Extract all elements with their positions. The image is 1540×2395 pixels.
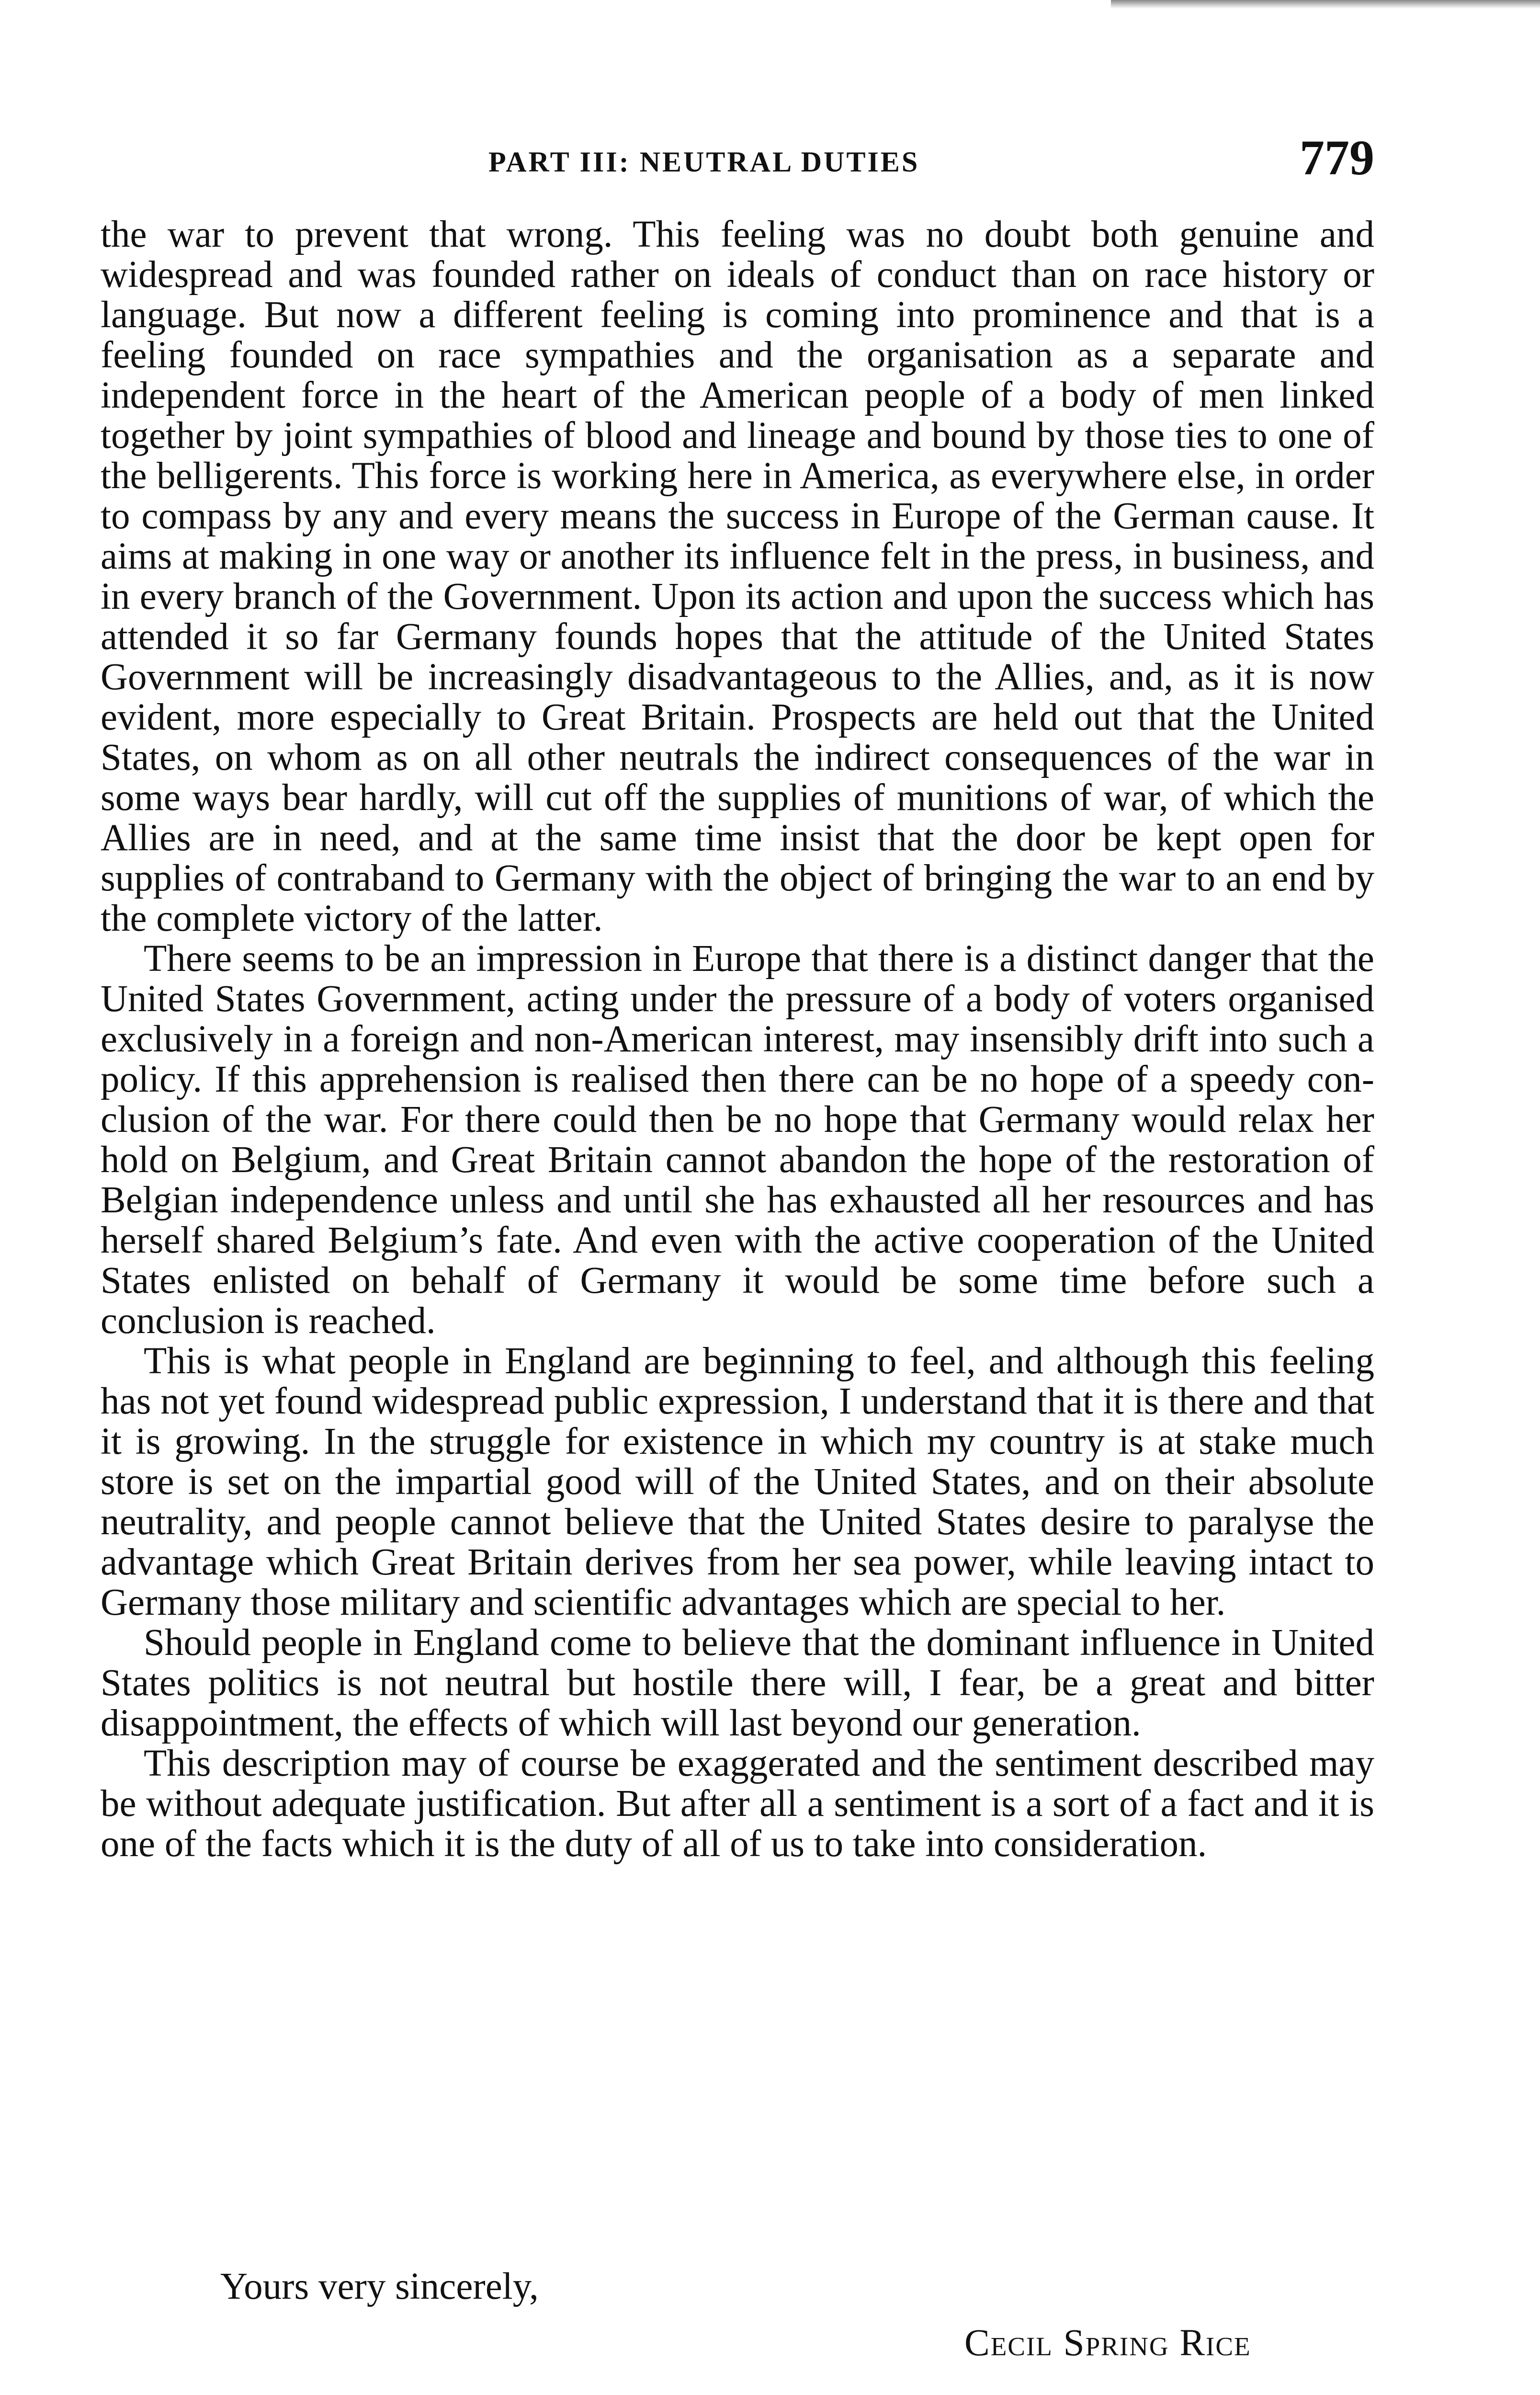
- page-header: [101, 129, 1374, 196]
- letter-body: [101, 215, 1374, 1864]
- running-head: PART III: NEUTRAL DUTIES: [488, 146, 920, 178]
- paragraph-sentiment: This description may of course be exaggerated and the sentiment described may be without adequate justification. But after all a sentiment is a sort of a fact and it is one of the facts which it is the duty of all of us to take into consideration.: [101, 1743, 1374, 1865]
- scan-edge-artifact: [1111, 0, 1540, 9]
- letter-signature: Cecil Spring Rice: [964, 2322, 1251, 2364]
- paragraph-england-feeling: This is what people in England are beginning to feel, and although this feeling has not yet found widespread public expression, I understand that it is there and that it is growing. In the struggle for existence in which my country is at stake much store is set on the impartial good will of the United States, and on their absolute neutrality, and people cannot believe that the United States desire to paralyse the advantage which Great Britain derives from her sea power, while leaving intact to Germany those military and scientific advantages which are special to her.: [101, 1340, 1374, 1623]
- page-number: 779: [1300, 130, 1374, 185]
- paragraph-disappointment: Should people in England come to believe that the dominant influence in United States politics is not neutral but hostile there will, I fear, be a great and bitter disappointment, the effects of which will last beyond our generation.: [101, 1622, 1374, 1744]
- paragraph-continued: the war to prevent that wrong. This feeling was no doubt both genuine and widespread and was founded rather on ideals of conduct than on race history or language. But now a different feeling is coming into prominence and that is a feeling founded on race sympathies and the organisation as a separate and independent force in the heart of the American people of a body of men linked together by joint sympathies of blood and lineage and bound by those ties to one of the belligerents. This force is working here in America, as everywhere else, in order to compass by any and every means the success in Europe of the German cause. It aims at making in one way or another its influence felt in the press, in business, and in every branch of the Government. Upon its action and upon the success which has attended it so far Germany founds hopes that the attitude of the United States Government will be increasingly disadvantageous to the Allies, and, as it is now evident, more especially to Great Britain. Prospects are held out that the United States, on whom as on all other neutrals the indirect consequences of the war in some ways bear hardly, will cut off the supplies of munitions of war, of which the Allies are in need, and at the same time insist that the door be kept open for supplies of contraband to Germany with the object of bringing the war to an end by the complete victory of the latter.: [101, 214, 1374, 939]
- letter-closing: Yours very sincerely,: [220, 2266, 539, 2307]
- paragraph-impression: There seems to be an impression in Europe that there is a distinct danger that the United States Government, acting under the pressure of a body of voters organised exclusively in a foreign and non-American interest, may insensibly drift into such a policy. If this apprehension is realised then there can be no hope of a speedy conclusion of the war. For there could then be no hope that Germany would relax her hold on Belgium, and Great Britain cannot abandon the hope of the restoration of Belgian independence unless and until she has exhausted all her resources and has herself shared Belgium’s fate. And even with the active cooperation of the United States enlisted on behalf of Germany it would be some time before such a conclusion is reached.: [101, 938, 1374, 1342]
